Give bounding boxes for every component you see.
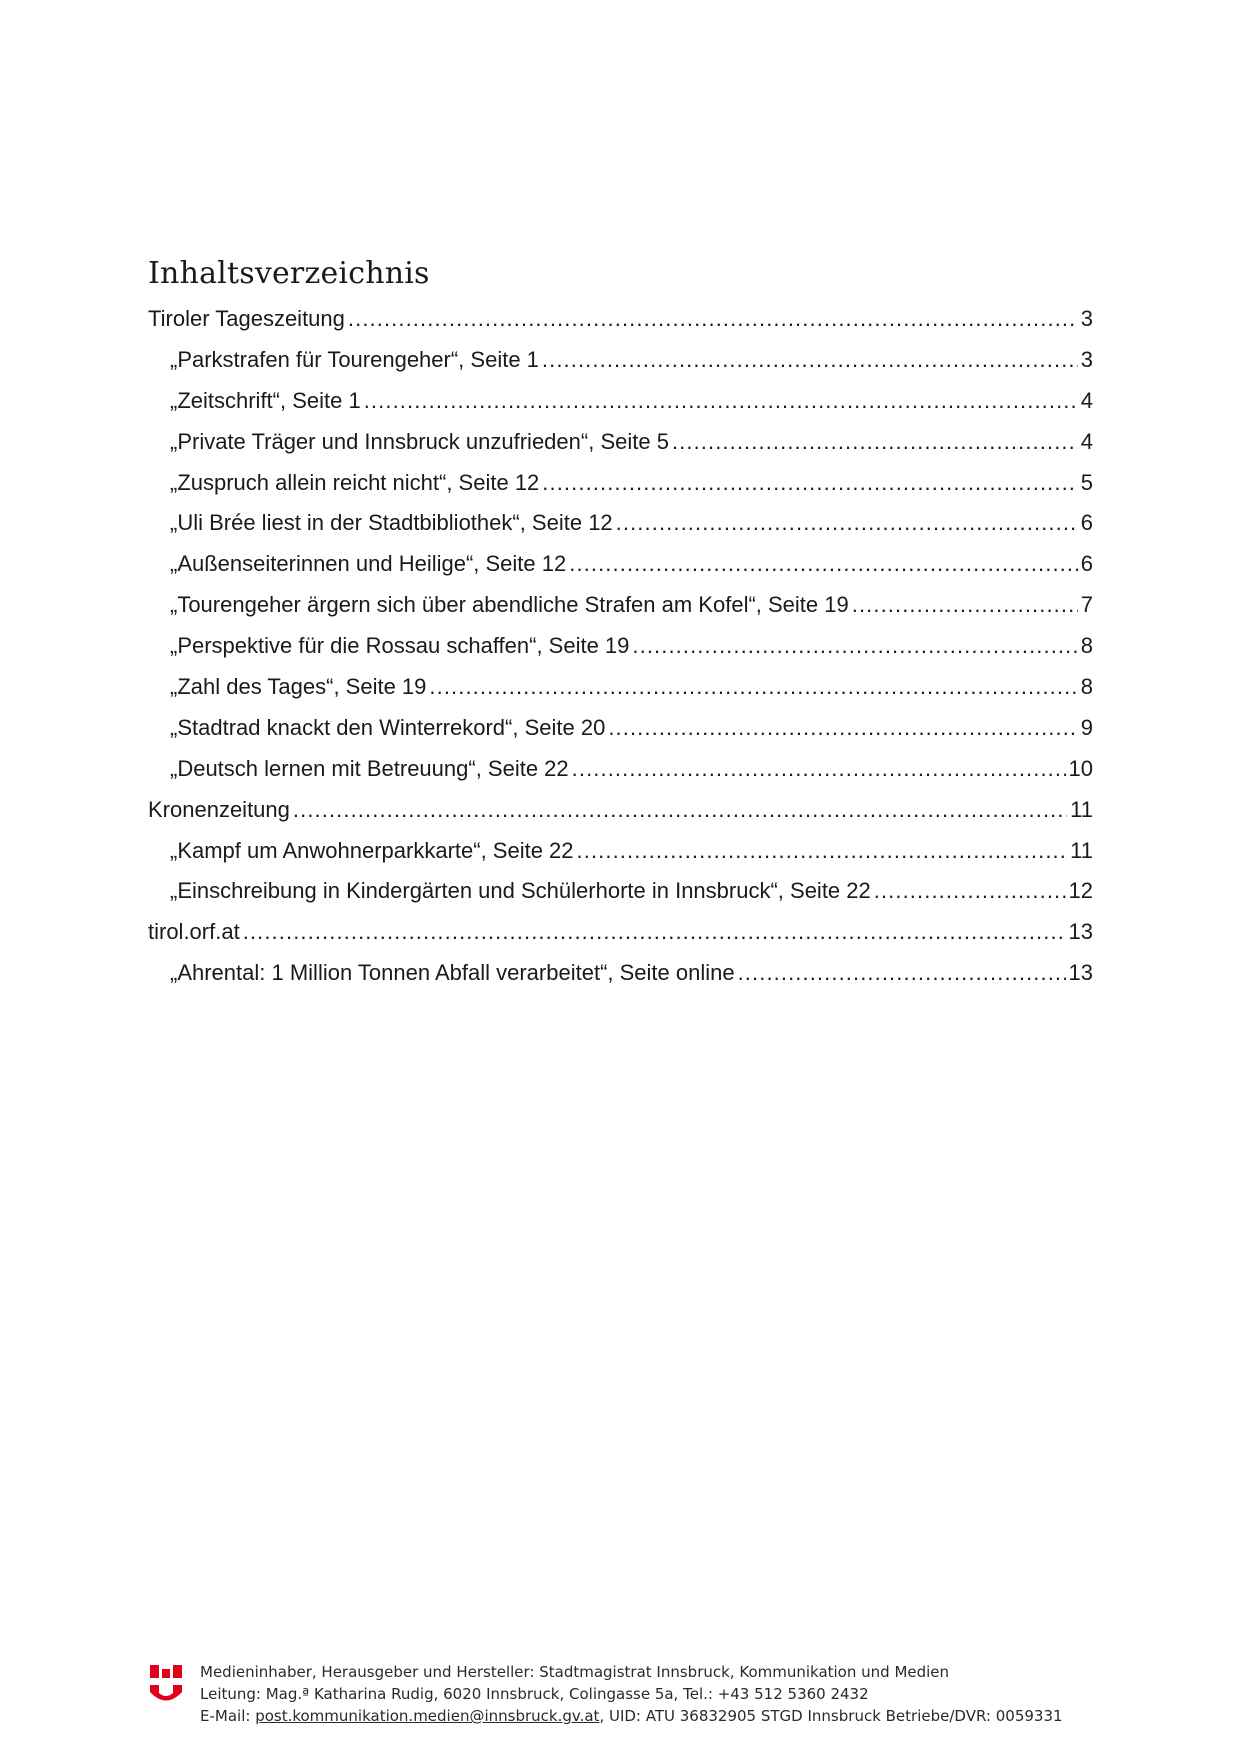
- toc-entry-label: „Stadtrad knackt den Winterrekord“, Seite 20: [170, 714, 606, 740]
- footer-registration-info: , UID: ATU 36832905 STGD Innsbruck Betriebe/DVR: 0059331: [599, 1707, 1063, 1725]
- toc-article-entry[interactable]: [148, 838, 1093, 879]
- toc-entry-label: „Perspektive für die Rossau schaffen“, Seite 19: [170, 633, 630, 659]
- table-of-contents: [148, 306, 1093, 1001]
- toc-entry-page-number: 3: [1080, 346, 1093, 372]
- toc-entry-page-number: 7: [1080, 592, 1093, 618]
- toc-entry-page-number: 12: [1068, 878, 1093, 904]
- toc-section-entry[interactable]: [148, 306, 1093, 347]
- toc-article-entry[interactable]: [148, 429, 1093, 470]
- toc-entry-label: „Private Träger und Innsbruck unzufrieden“, Seite 5: [170, 428, 669, 454]
- footer-email-label: E-Mail:: [200, 1707, 256, 1725]
- toc-entry-label: tirol.orf.at: [148, 919, 240, 945]
- toc-entry-page-number: 13: [1068, 919, 1093, 945]
- toc-entry-label: „Außenseiterinnen und Heilige“, Seite 12: [170, 551, 567, 577]
- toc-dot-leader: [672, 429, 1078, 455]
- toc-entry-label: „Einschreibung in Kindergärten und Schülerhorte in Innsbruck“, Seite 22: [170, 878, 871, 904]
- toc-dot-leader: [577, 838, 1068, 864]
- toc-entry-page-number: 4: [1080, 387, 1093, 413]
- footer-text: [200, 1661, 1130, 1727]
- toc-entry-page-number: 5: [1080, 469, 1093, 495]
- toc-entry-page-number: 6: [1080, 510, 1093, 536]
- toc-dot-leader: [569, 551, 1078, 577]
- toc-article-entry[interactable]: [148, 715, 1093, 756]
- toc-article-entry[interactable]: [148, 388, 1093, 429]
- footer-line-management: Leitung: Mag.ª Katharina Rudig, 6020 Innsbruck, Colingasse 5a, Tel.: +43 512 5360 2432: [200, 1685, 869, 1703]
- innsbruck-logo-icon: [150, 1665, 182, 1705]
- toc-dot-leader: [572, 756, 1066, 782]
- toc-dot-leader: [542, 347, 1078, 373]
- toc-article-entry[interactable]: [148, 878, 1093, 919]
- toc-article-entry[interactable]: [148, 633, 1093, 674]
- toc-entry-page-number: 13: [1068, 960, 1093, 986]
- footer-line-publisher: Medieninhaber, Herausgeber und Hersteller: Stadtmagistrat Innsbruck, Kommunikation und Medien: [200, 1663, 950, 1681]
- toc-section-entry[interactable]: [148, 797, 1093, 838]
- toc-dot-leader: [874, 878, 1066, 904]
- toc-entry-label: „Deutsch lernen mit Betreuung“, Seite 22: [170, 755, 569, 781]
- toc-dot-leader: [738, 960, 1066, 986]
- toc-entry-page-number: 11: [1070, 837, 1093, 863]
- toc-dot-leader: [542, 470, 1077, 496]
- toc-dot-leader: [364, 388, 1078, 414]
- toc-entry-page-number: 8: [1080, 674, 1093, 700]
- toc-entry-page-number: 3: [1080, 306, 1093, 331]
- toc-article-entry[interactable]: [148, 347, 1093, 388]
- toc-dot-leader: [616, 510, 1078, 536]
- toc-entry-page-number: 11: [1070, 796, 1093, 822]
- toc-dot-leader: [348, 306, 1078, 332]
- toc-entry-label: „Zeitschrift“, Seite 1: [170, 387, 361, 413]
- toc-entry-label: „Zuspruch allein reicht nicht“, Seite 12: [170, 469, 540, 495]
- toc-article-entry[interactable]: [148, 470, 1093, 511]
- toc-entry-page-number: 8: [1080, 633, 1093, 659]
- toc-entry-page-number: 10: [1068, 755, 1093, 781]
- toc-entry-page-number: 9: [1080, 714, 1093, 740]
- toc-article-entry[interactable]: [148, 674, 1093, 715]
- toc-entry-label: „Parkstrafen für Tourengeher“, Seite 1: [170, 346, 539, 372]
- toc-article-entry[interactable]: [148, 592, 1093, 633]
- toc-entry-label: „Uli Brée liest in der Stadtbibliothek“, Seite 12: [170, 510, 613, 536]
- toc-dot-leader: [608, 715, 1077, 741]
- toc-dot-leader: [852, 592, 1078, 618]
- toc-entry-label: „Tourengeher ärgern sich über abendliche Strafen am Kofel“, Seite 19: [170, 592, 849, 618]
- toc-article-entry[interactable]: [148, 756, 1093, 797]
- toc-entry-page-number: 6: [1080, 551, 1093, 577]
- toc-entry-label: „Zahl des Tages“, Seite 19: [170, 674, 427, 700]
- footer-email-link[interactable]: post.kommunikation.medien@innsbruck.gv.at: [255, 1707, 600, 1725]
- toc-article-entry[interactable]: [148, 510, 1093, 551]
- toc-article-entry[interactable]: [148, 551, 1093, 592]
- toc-dot-leader: [429, 674, 1077, 700]
- toc-entry-label: Kronenzeitung: [148, 796, 290, 822]
- toc-title: Inhaltsverzeichnis: [148, 256, 430, 292]
- footer-line-contact: [200, 1705, 1130, 1727]
- toc-entry-label: „Ahrental: 1 Million Tonnen Abfall verarbeitet“, Seite online: [170, 960, 735, 986]
- toc-article-entry[interactable]: [148, 960, 1093, 1001]
- toc-entry-page-number: 4: [1080, 428, 1093, 454]
- toc-entry-label: „Kampf um Anwohnerparkkarte“, Seite 22: [170, 837, 574, 863]
- toc-dot-leader: [293, 797, 1067, 823]
- toc-dot-leader: [632, 633, 1077, 659]
- toc-dot-leader: [243, 919, 1066, 945]
- toc-section-entry[interactable]: [148, 919, 1093, 960]
- toc-entry-label: Tiroler Tageszeitung: [148, 306, 345, 331]
